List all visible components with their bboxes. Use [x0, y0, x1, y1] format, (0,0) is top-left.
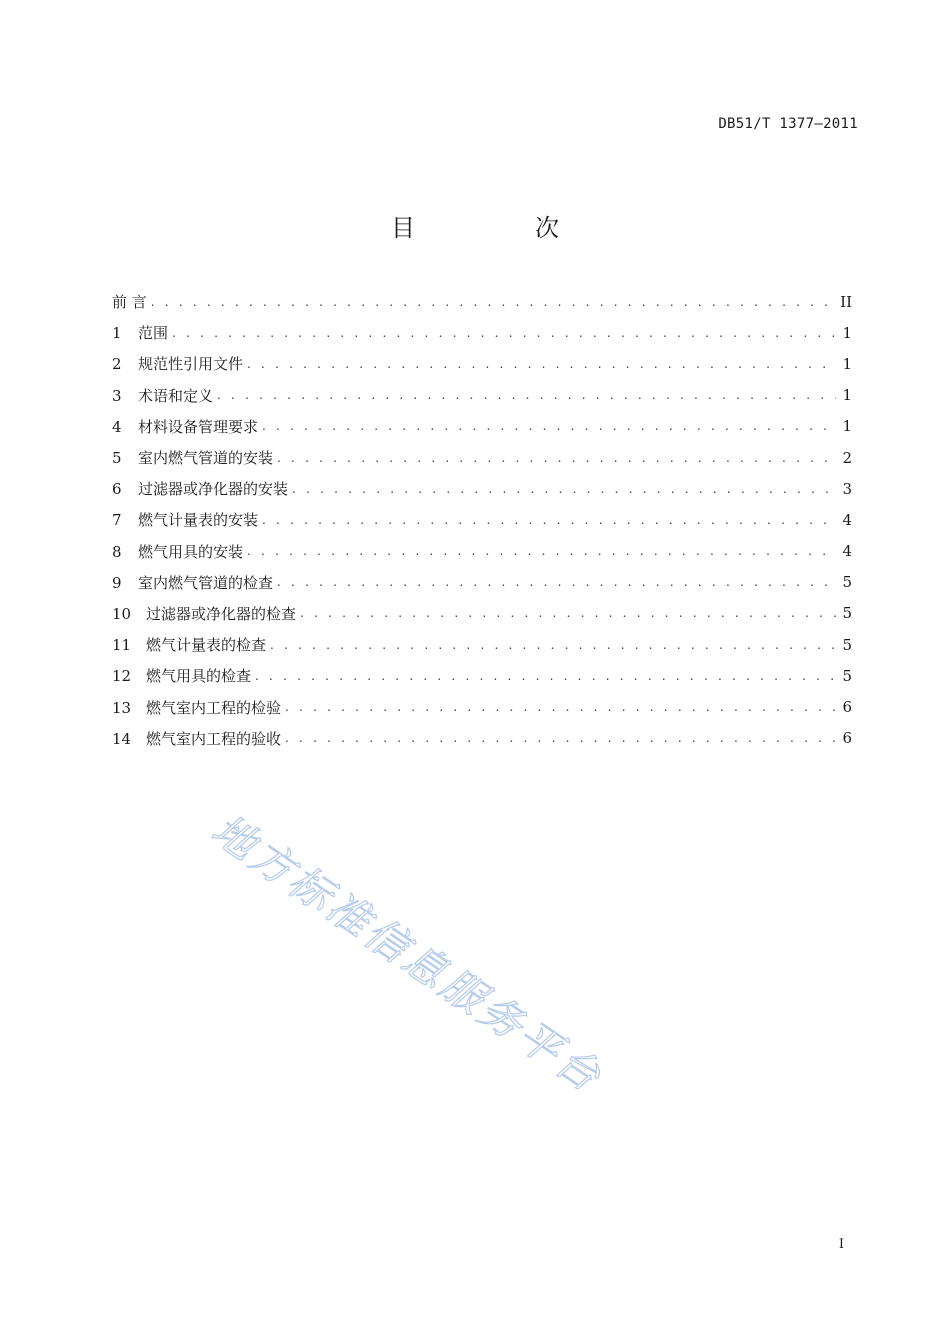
toc-entry-label: 室内燃气管道的安装 — [138, 449, 274, 468]
toc-leader-dots — [277, 452, 836, 464]
toc-leader-dots — [255, 670, 836, 682]
toc-entry-label: 燃气用具的检查 — [146, 667, 252, 686]
toc-entry-number: 5 — [112, 449, 122, 468]
toc-entry-page: 6 — [842, 698, 852, 717]
toc-entry[interactable] — [112, 317, 852, 348]
page-title: 目 次 — [391, 214, 607, 242]
toc-entry-page: II — [840, 292, 852, 311]
toc-entry[interactable] — [112, 348, 852, 379]
toc-leader-dots — [285, 732, 836, 744]
toc-entry[interactable] — [112, 536, 852, 567]
toc-entry-label: 术语和定义 — [138, 386, 214, 405]
toc-entry-page: 5 — [842, 635, 852, 654]
toc-leader-dots — [151, 296, 836, 308]
toc-entry-label: 燃气用具的安装 — [138, 542, 244, 561]
toc-leader-dots — [270, 639, 836, 651]
toc-leader-dots — [217, 389, 836, 401]
toc-entry-number: 14 — [112, 729, 132, 748]
toc-leader-dots — [247, 358, 836, 370]
toc-entry[interactable] — [112, 442, 852, 473]
toc-entry-label: 燃气室内工程的检验 — [146, 698, 282, 717]
toc-entry-page: 1 — [842, 354, 852, 373]
toc-entry-foreword[interactable] — [112, 286, 852, 317]
toc-entry-number: 12 — [112, 667, 132, 686]
toc-entry-label: 燃气计量表的检查 — [146, 636, 267, 655]
toc-entry-number: 4 — [112, 417, 122, 436]
toc-entry[interactable] — [112, 504, 852, 535]
toc-entry[interactable] — [112, 380, 852, 411]
toc-entry-page: 1 — [842, 386, 852, 405]
toc-entry-number: 6 — [112, 480, 122, 499]
toc-entry[interactable] — [112, 723, 852, 754]
toc-entry-page: 4 — [842, 542, 852, 561]
toc-entry-number: 1 — [112, 324, 122, 343]
toc-entry-page: 1 — [842, 417, 852, 436]
toc-entry-page: 1 — [842, 323, 852, 342]
toc-entry-label: 室内燃气管道的检查 — [138, 573, 274, 592]
toc-entry-label: 过滤器或净化器的安装 — [138, 480, 289, 499]
toc-entry-number: 7 — [112, 511, 122, 530]
toc-leader-dots — [300, 607, 836, 619]
toc-leader-dots — [172, 327, 836, 339]
toc-entry-label: 燃气室内工程的验收 — [146, 729, 282, 748]
toc-leader-dots — [262, 514, 836, 526]
watermark: 地方标准信息服务平台 — [203, 804, 612, 1103]
toc-leader-dots — [285, 701, 836, 713]
toc-entry[interactable] — [112, 411, 852, 442]
table-of-contents — [112, 286, 852, 754]
toc-entry-number: 2 — [112, 355, 122, 374]
toc-entry-number: 8 — [112, 542, 122, 561]
toc-entry-page: 6 — [842, 729, 852, 748]
toc-leader-dots — [292, 483, 836, 495]
toc-entry-number: 3 — [112, 386, 122, 405]
toc-leader-dots — [262, 420, 836, 432]
toc-entry-page: 5 — [842, 604, 852, 623]
toc-leader-dots — [247, 545, 836, 557]
toc-entry-page: 2 — [842, 448, 852, 467]
toc-entry-number: 13 — [112, 698, 132, 717]
toc-entry-number: 10 — [112, 604, 132, 623]
toc-entry-page: 4 — [842, 510, 852, 529]
toc-entry[interactable] — [112, 473, 852, 504]
toc-entry-number: 11 — [112, 636, 132, 655]
toc-entry-label: 材料设备管理要求 — [138, 417, 259, 436]
toc-entry-label: 范围 — [138, 324, 169, 343]
document-code: DB51/T 1377—2011 — [718, 116, 858, 132]
toc-leader-dots — [277, 576, 836, 588]
toc-entry[interactable] — [112, 629, 852, 660]
toc-entry-label: 前 言 — [112, 293, 147, 312]
toc-entry[interactable] — [112, 567, 852, 598]
toc-entry-label: 燃气计量表的安装 — [138, 511, 259, 530]
toc-entry[interactable] — [112, 598, 852, 629]
toc-entry-page: 5 — [842, 666, 852, 685]
toc-entry-label: 过滤器或净化器的检查 — [146, 604, 297, 623]
toc-entry-label: 规范性引用文件 — [138, 355, 244, 374]
toc-entry-number: 9 — [112, 573, 122, 592]
toc-entry[interactable] — [112, 660, 852, 691]
toc-entry-page: 5 — [842, 573, 852, 592]
toc-entry-page: 3 — [842, 479, 852, 498]
toc-entry[interactable] — [112, 691, 852, 722]
page-number: I — [838, 1237, 844, 1252]
